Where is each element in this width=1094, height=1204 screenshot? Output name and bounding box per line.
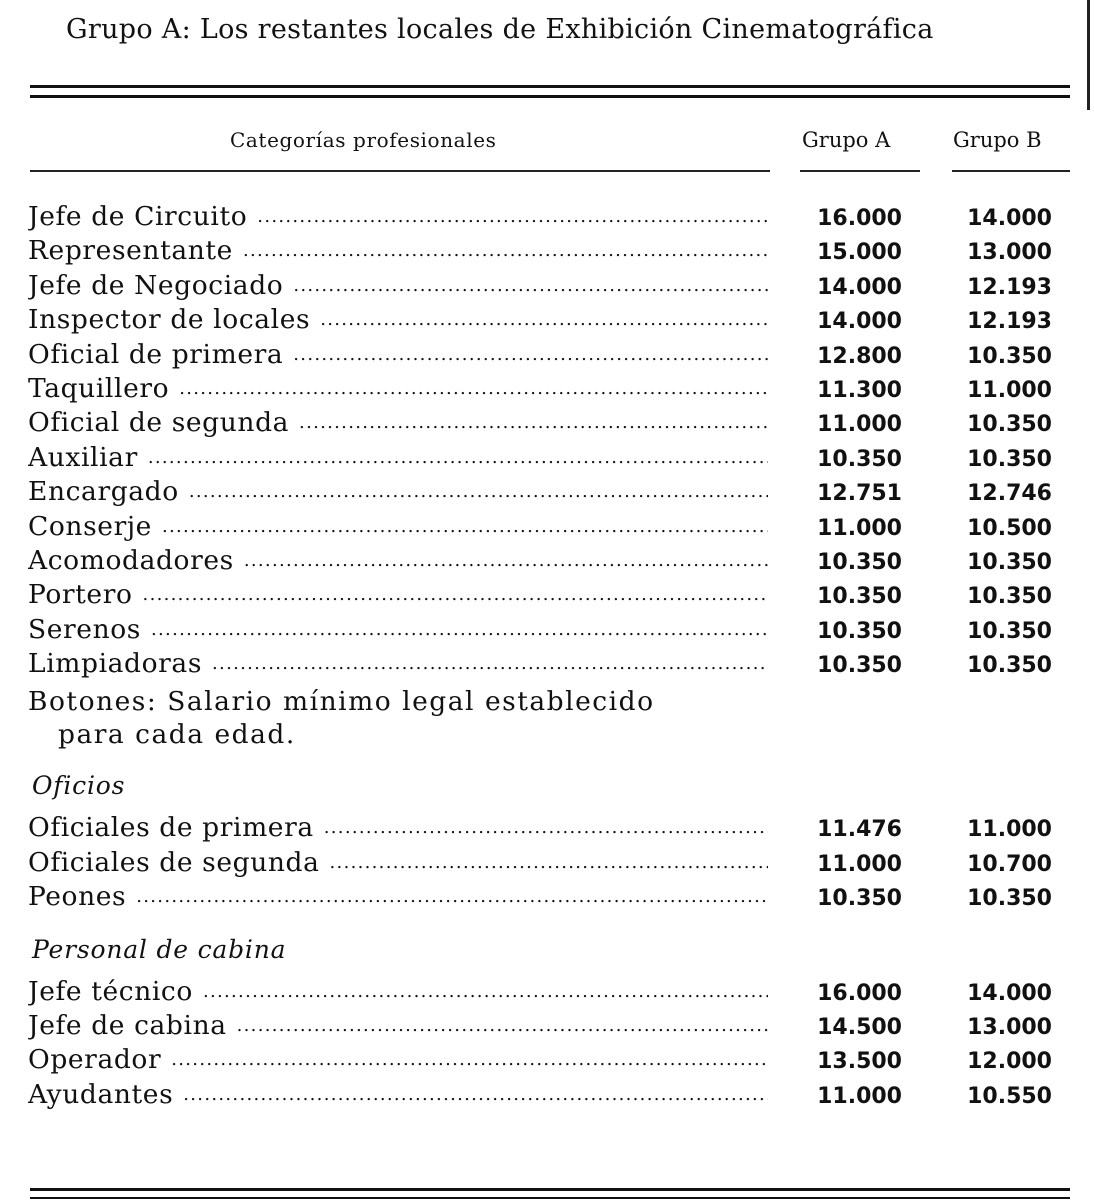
row-label: Encargado — [28, 476, 179, 508]
value-group-b: 12.000 — [967, 1049, 1052, 1075]
section-cabina: Personal de cabina — [32, 934, 287, 964]
value-group-b: 14.000 — [967, 206, 1052, 231]
dot-leader — [299, 406, 768, 440]
table-row — [28, 811, 1078, 845]
value-group-a: 10.350 — [817, 584, 902, 610]
row-label: Ayudantes — [28, 1078, 174, 1110]
table-row — [28, 234, 1078, 268]
row-label-wrap — [28, 338, 768, 372]
row-label-wrap — [28, 441, 768, 475]
value-group-a: 10.350 — [817, 618, 902, 644]
row-label: Acomodadores — [28, 544, 234, 576]
row-label-wrap — [28, 544, 768, 578]
value-group-b: 12.193 — [967, 274, 1052, 300]
cabina-rows — [28, 975, 1078, 1113]
note-line-2: para cada edad. — [58, 719, 296, 751]
value-group-b: 12.193 — [967, 309, 1052, 335]
top-rule — [30, 85, 1070, 88]
dot-leader — [320, 303, 768, 337]
row-label: Limpiadoras — [28, 648, 203, 680]
dot-leader — [212, 647, 768, 681]
header-rule-category — [30, 170, 770, 172]
table-row — [28, 475, 1078, 509]
value-group-b: 13.000 — [967, 1015, 1052, 1041]
row-label: Jefe técnico — [28, 975, 193, 1007]
value-group-b: 12.746 — [967, 481, 1052, 507]
table-row — [28, 338, 1078, 372]
row-label-wrap — [28, 510, 768, 544]
main-rows — [28, 200, 1078, 681]
row-label-wrap — [28, 475, 768, 509]
row-label-wrap — [28, 1078, 768, 1112]
row-label-wrap — [28, 234, 768, 268]
top-rule-2 — [30, 95, 1070, 98]
section-oficios: Oficios — [32, 771, 126, 801]
value-group-a: 13.500 — [817, 1049, 902, 1075]
value-group-a: 14.500 — [817, 1015, 902, 1041]
value-group-b: 10.350 — [967, 549, 1052, 575]
bottom-rule-2 — [30, 1197, 1070, 1199]
row-label: Oficiales de segunda — [28, 846, 320, 878]
row-label: Oficial de primera — [28, 338, 284, 370]
value-group-a: 16.000 — [817, 206, 902, 231]
table-row — [28, 1009, 1078, 1043]
row-label-wrap — [28, 372, 768, 406]
value-group-a: 11.000 — [817, 1083, 902, 1109]
value-group-b: 10.700 — [967, 851, 1052, 877]
row-label-wrap — [28, 880, 768, 914]
table-row — [28, 269, 1078, 303]
table-row — [28, 406, 1078, 440]
dot-leader — [162, 510, 768, 544]
row-label: Conserje — [28, 510, 152, 542]
value-group-a: 16.000 — [817, 980, 902, 1006]
table-row — [28, 510, 1078, 544]
value-group-a: 11.000 — [817, 851, 902, 877]
row-label-wrap — [28, 200, 768, 234]
value-group-a: 10.350 — [817, 886, 902, 912]
dot-leader — [257, 200, 768, 234]
dot-leader — [203, 975, 768, 1009]
dot-leader — [293, 269, 768, 303]
row-label: Jefe de Circuito — [28, 201, 248, 232]
dot-leader — [183, 1078, 768, 1112]
header-category: Categorías profesionales — [230, 128, 497, 152]
salary-table — [28, 200, 1078, 1112]
table-row — [28, 880, 1078, 914]
dot-leader — [179, 372, 768, 406]
table-row — [28, 303, 1078, 337]
value-group-b: 11.000 — [967, 817, 1052, 843]
value-group-b: 14.000 — [967, 980, 1052, 1006]
table-row — [28, 578, 1078, 612]
table-row — [28, 1078, 1078, 1112]
dot-leader — [143, 578, 768, 612]
row-label: Taquillero — [28, 372, 170, 404]
row-label-wrap — [28, 975, 768, 1009]
value-group-b: 10.350 — [967, 412, 1052, 438]
row-label: Peones — [28, 881, 127, 913]
table-row — [28, 613, 1078, 647]
value-group-a: 11.300 — [817, 377, 902, 403]
value-group-b: 10.350 — [967, 886, 1052, 912]
row-label-wrap — [28, 578, 768, 612]
oficios-rows — [28, 811, 1078, 914]
row-label: Serenos — [28, 613, 142, 645]
value-group-a: 11.000 — [817, 515, 902, 541]
value-group-b: 10.350 — [967, 343, 1052, 369]
dot-leader — [243, 234, 768, 268]
header-rule-a — [800, 170, 920, 172]
table-row — [28, 544, 1078, 578]
header-rule-b — [952, 170, 1070, 172]
row-label: Portero — [28, 579, 133, 611]
row-label-wrap — [28, 811, 768, 845]
row-label: Oficial de segunda — [28, 407, 290, 439]
header-group-b: Grupo B — [953, 128, 1042, 152]
row-label: Jefe de Negociado — [28, 269, 284, 301]
dot-leader — [324, 811, 768, 845]
value-group-b: 10.350 — [967, 446, 1052, 472]
table-row — [28, 846, 1078, 880]
table-row — [28, 200, 1078, 234]
page-title: Grupo A: Los restantes locales de Exhibición Cinematográfica — [66, 14, 934, 45]
dot-leader — [148, 441, 768, 475]
value-group-b: 10.350 — [967, 653, 1052, 679]
bottom-rule — [30, 1188, 1070, 1191]
value-group-a: 15.000 — [817, 240, 902, 266]
value-group-b: 13.000 — [967, 240, 1052, 266]
row-label-wrap — [28, 269, 768, 303]
margin-bar — [1087, 0, 1090, 110]
table-row — [28, 372, 1078, 406]
row-label-wrap — [28, 303, 768, 337]
row-label-wrap — [28, 406, 768, 440]
row-label: Inspector de locales — [28, 304, 311, 336]
dot-leader — [293, 338, 768, 372]
dot-leader — [171, 1043, 768, 1077]
value-group-b: 10.350 — [967, 584, 1052, 610]
table-row — [28, 1043, 1078, 1077]
row-label-wrap — [28, 613, 768, 647]
row-label: Jefe de cabina — [28, 1010, 227, 1042]
value-group-a: 11.476 — [817, 817, 902, 843]
value-group-b: 10.500 — [967, 515, 1052, 541]
row-label: Representante — [28, 235, 233, 267]
dot-leader — [237, 1009, 768, 1043]
dot-leader — [189, 475, 768, 509]
row-label-wrap — [28, 1043, 768, 1077]
table-row — [28, 647, 1078, 681]
row-label-wrap — [28, 1009, 768, 1043]
table-row — [28, 975, 1078, 1009]
value-group-a: 14.000 — [817, 274, 902, 300]
note-line-1: Botones: Salario mínimo legal establecido — [28, 686, 655, 718]
value-group-a: 11.000 — [817, 412, 902, 438]
value-group-a: 10.350 — [817, 653, 902, 679]
value-group-a: 10.350 — [817, 446, 902, 472]
value-group-a: 10.350 — [817, 549, 902, 575]
value-group-b: 10.550 — [967, 1083, 1052, 1109]
value-group-a: 14.000 — [817, 309, 902, 335]
value-group-b: 10.350 — [967, 618, 1052, 644]
row-label: Auxiliar — [28, 441, 138, 473]
value-group-b: 11.000 — [967, 377, 1052, 403]
row-label-wrap — [28, 846, 768, 880]
table-row — [28, 441, 1078, 475]
value-group-a: 12.751 — [817, 481, 902, 507]
dot-leader — [136, 880, 768, 914]
value-group-a: 12.800 — [817, 343, 902, 369]
header-group-a: Grupo A — [802, 128, 891, 152]
dot-leader — [330, 846, 768, 880]
row-label: Oficiales de primera — [28, 812, 314, 844]
botones-note — [28, 685, 1078, 751]
row-label-wrap — [28, 647, 768, 681]
dot-leader — [151, 613, 768, 647]
dot-leader — [244, 544, 768, 578]
row-label: Operador — [28, 1044, 162, 1076]
